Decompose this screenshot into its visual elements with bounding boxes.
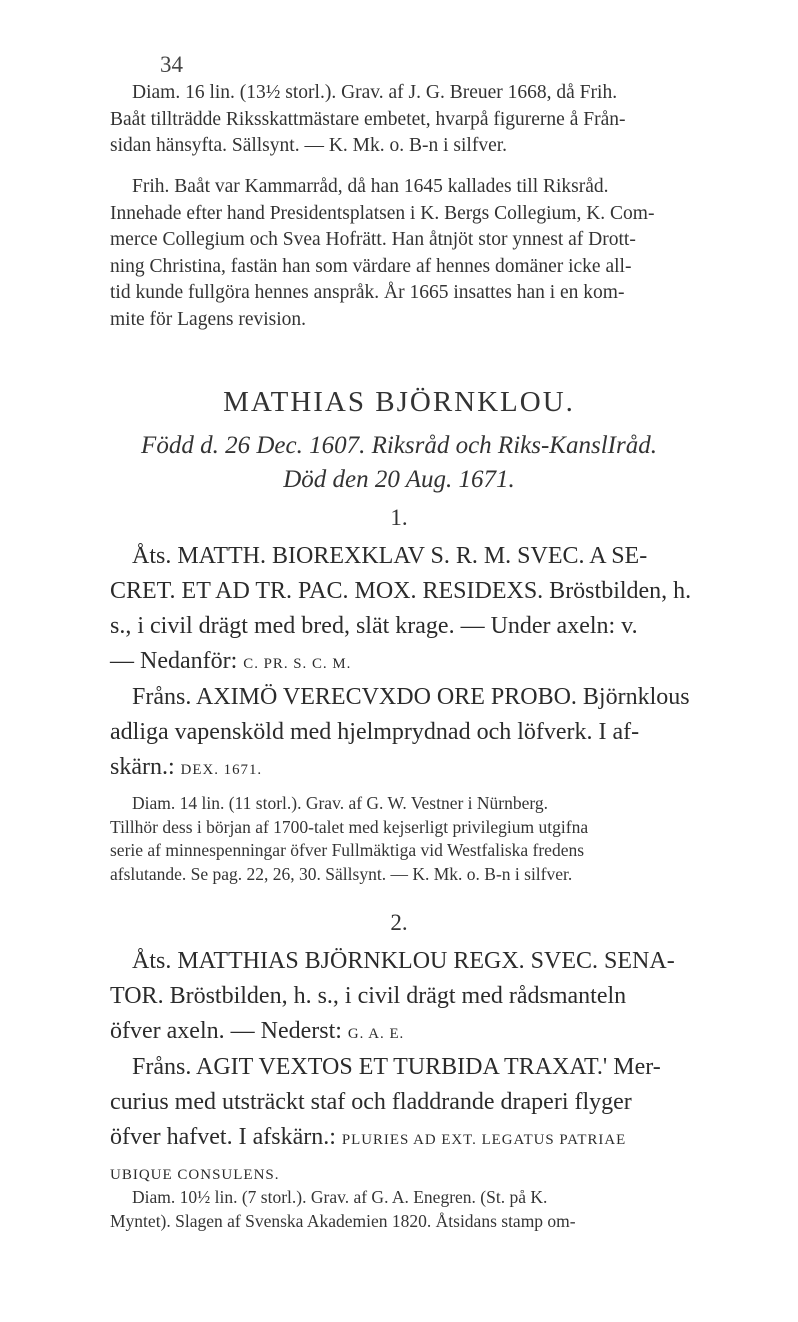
- text-line: Fråns. AXIMÖ VERECVXDO ORE PROBO. Björnklous: [132, 684, 690, 710]
- subheading-died: Död den 20 Aug. 1671.: [283, 466, 515, 493]
- obverse-lead: Åts.: [132, 543, 172, 569]
- text-line: Diam. 16 lin. (13½ storl.). Grav. af J. G. Breuer 1668, då Frih.: [132, 82, 618, 103]
- text-span: skärn.:: [110, 754, 175, 780]
- entry-number: 1.: [390, 505, 408, 530]
- text-line: [110, 1120, 735, 1158]
- text-line: Frih. Baåt var Kammarråd, då han 1645 kallades till Riksråd.: [132, 176, 609, 197]
- entry2-obverse: [110, 944, 735, 1052]
- text-line: [110, 539, 735, 574]
- text-line: serie af minnespenningar öfver Fullmäktiga vid Westfaliska fredens: [110, 840, 585, 860]
- entry1-obverse: [110, 539, 735, 682]
- text-line: Tillhör dess i början af 1700-talet med kejserligt privilegium utgifna: [110, 816, 589, 837]
- text-line: Baåt tillträdde Riksskattmästare embetet, hvarpå figurerne å Från-: [110, 108, 626, 130]
- small-caps-span: G. A. E.: [347, 1026, 405, 1042]
- text-line: [110, 1014, 735, 1052]
- text-line: Diam. 14 lin. (11 storl.). Grav. af G. W. Vestner i Nürnberg.: [132, 793, 549, 813]
- section-heading: MATHIAS BJÖRNKLOU.: [223, 386, 575, 418]
- small-caps-span: C. PR. S. C. M.: [243, 656, 352, 672]
- small-caps-line: UBIQUE CONSULENS.: [110, 1167, 280, 1183]
- entry1-reverse: [110, 680, 735, 788]
- entry2-description: [110, 1186, 735, 1233]
- text-span: öfver axeln. — Nederst:: [110, 1018, 342, 1044]
- small-caps-span: DEX. 1671.: [180, 762, 263, 778]
- text-line: [110, 750, 735, 788]
- text-line: ning Christina, fastän han som värdare af hennes domäner icke all-: [110, 255, 632, 277]
- entry2-reverse: [110, 1050, 735, 1193]
- text-line: merce Collegium och Svea Hofrätt. Han åtnjöt stor ynnest af Drott-: [110, 229, 636, 250]
- text-line: [110, 644, 735, 682]
- entry-number: 2.: [390, 910, 408, 935]
- text-line: adliga vapensköld med hjelmprydnad och löfverk. I af-: [110, 719, 640, 745]
- page-number: 34: [160, 52, 183, 77]
- text-line: s., i civil drägt med bred, slät krage. — Under axeln: v.: [110, 613, 638, 639]
- text-line: curius med utsträckt staf och fladdrande draperi flyger: [110, 1089, 632, 1115]
- text-span: — Nedanför:: [110, 648, 238, 674]
- text-line: Diam. 10½ lin. (7 storl.). Grav. af G. A. Enegren. (St. på K.: [132, 1187, 548, 1207]
- text-line: mite för Lagens revision.: [110, 308, 307, 330]
- obverse-legend: MATTH. BIOREXKLAV S. R. M. SVEC. A SE-: [177, 543, 648, 569]
- text-line: CRET. ET AD TR. PAC. MOX. RESIDEXS. Bröstbilden, h.: [110, 578, 692, 604]
- text-line: tid kunde fullgöra hennes anspråk. År 1665 insattes han i en kom-: [110, 282, 625, 303]
- text-line: Fråns. AGIT VEXTOS ET TURBIDA TRAXAT.' Mer-: [132, 1054, 661, 1080]
- text-span: öfver hafvet. I afskärn.:: [110, 1124, 336, 1150]
- text-line: sidan hänsyfta. Sällsynt. — K. Mk. o. B-n i silfver.: [110, 135, 508, 156]
- entry1-description: [110, 792, 735, 886]
- small-caps-span: PLURIES AD EXT. LEGATUS PATRIAE: [341, 1132, 627, 1148]
- bio-paragraph: [110, 174, 735, 333]
- subheading-born: Född d. 26 Dec. 1607. Riksråd och Riks-KanslIråd.: [141, 432, 657, 459]
- text-line: Åts. MATTHIAS BJÖRNKLOU REGX. SVEC. SENA-: [132, 948, 675, 974]
- text-line: Innehade efter hand Presidentsplatsen i K. Bergs Collegium, K. Com-: [110, 202, 655, 224]
- text-line: TOR. Bröstbilden, h. s., i civil drägt med rådsmanteln: [110, 983, 627, 1009]
- text-line: afslutande. Se pag. 22, 26, 30. Sällsynt. — K. Mk. o. B-n i silfver.: [110, 863, 573, 884]
- text-line: Myntet). Slagen af Svenska Akademien 1820. Åtsidans stamp om-: [110, 1210, 576, 1231]
- intro-paragraph: [110, 80, 735, 160]
